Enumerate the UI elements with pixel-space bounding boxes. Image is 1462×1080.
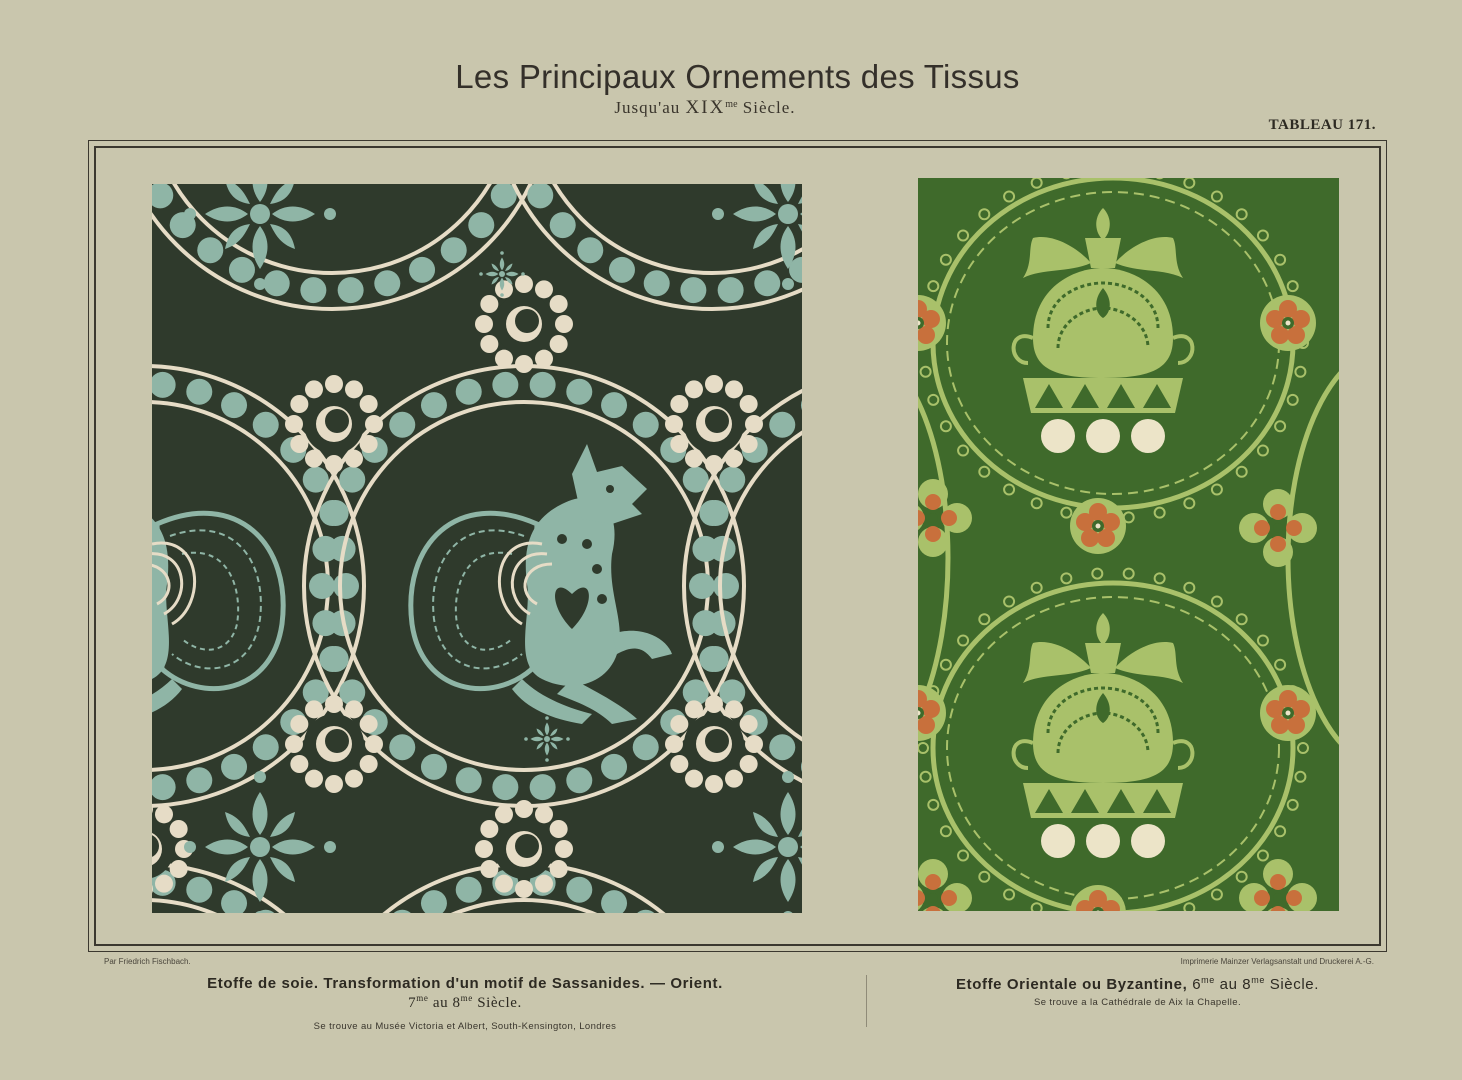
vine-scallop <box>1184 583 1194 593</box>
vine-scallop <box>1032 903 1042 911</box>
pearl <box>309 573 335 599</box>
fleuron-ornament <box>184 184 336 290</box>
pearl <box>389 412 415 438</box>
pearl <box>689 573 715 599</box>
flower-rosette <box>918 295 946 351</box>
pearl <box>221 392 247 418</box>
rosette-pearl <box>480 860 498 878</box>
subtitle-suffix: Siècle. <box>742 98 796 117</box>
pearl <box>312 610 338 636</box>
right-caption-prefix: Etoffe Orientale ou Byzantine, <box>956 976 1188 993</box>
rosette-pearl <box>360 435 378 453</box>
vine-scallop <box>928 395 938 405</box>
vine-scallop <box>1004 485 1014 495</box>
vine-scallop <box>1288 281 1298 291</box>
rosette-pearl <box>515 355 533 373</box>
pearl <box>530 774 556 800</box>
pearl <box>229 257 255 283</box>
pearl-rosette <box>475 275 573 373</box>
left-date-mid: au <box>432 995 449 1011</box>
pearl <box>456 379 482 405</box>
rosette-pearl <box>345 380 363 398</box>
pearl-rosette <box>475 800 573 898</box>
pearl <box>456 767 482 793</box>
crescent-center <box>494 294 554 354</box>
pearl <box>566 767 592 793</box>
rosette-pearl <box>705 695 723 713</box>
rosette-pearl <box>725 380 743 398</box>
author-credit: Par Friedrich Fischbach. <box>104 957 191 966</box>
vine-scallop <box>941 255 951 265</box>
pearl <box>389 734 415 760</box>
vine-scallop <box>958 850 968 860</box>
rosette-pearl <box>685 700 703 718</box>
pearl <box>566 877 592 903</box>
rosette-pearl <box>285 735 303 753</box>
vine-scallop <box>1237 614 1247 624</box>
pearl <box>566 379 592 405</box>
rosette-pearl <box>725 700 743 718</box>
pearl <box>601 392 627 418</box>
quatrefoil-flower <box>1239 859 1317 911</box>
rosette-pearl <box>740 435 758 453</box>
vine-scallop <box>1295 367 1305 377</box>
subtitle-prefix: Jusqu'au <box>614 98 681 117</box>
pearl <box>253 412 279 438</box>
rosette-pearl <box>725 770 743 788</box>
rosette-pearl <box>745 415 763 433</box>
vine-scallop <box>1184 903 1194 911</box>
rosette-pearl <box>475 840 493 858</box>
right-date-from: 6 <box>1192 976 1202 993</box>
pearl <box>152 372 176 398</box>
rosette-pearl <box>345 450 363 468</box>
vine-scallop <box>918 743 928 753</box>
pearl <box>312 536 338 562</box>
vine-scallop <box>1061 573 1071 583</box>
flower-rosette <box>1070 885 1126 911</box>
rosette-pearl <box>550 820 568 838</box>
vine-scallop <box>1124 569 1134 579</box>
pearl <box>703 500 729 526</box>
vine-scallop <box>1258 850 1268 860</box>
rosette-pearl <box>495 350 513 368</box>
sassanid-silk-illustration <box>152 184 802 913</box>
rosette-pearl <box>305 770 323 788</box>
pearl <box>633 412 659 438</box>
rosette-pearl <box>665 735 683 753</box>
rosette-pearl <box>290 715 308 733</box>
rosette-pearl <box>170 860 188 878</box>
rosette-pearl <box>535 350 553 368</box>
rosette-pearl <box>705 455 723 473</box>
pearl <box>333 573 359 599</box>
right-date-to: 8 <box>1242 976 1252 993</box>
tableau-number: TABLEAU 171. <box>1268 117 1376 133</box>
vine-scallop <box>1258 636 1268 646</box>
pearl <box>468 212 494 238</box>
left-caption-date <box>120 993 810 1012</box>
plate-title: Les Principaux Ornements des Tissus <box>455 58 1020 95</box>
pearl <box>769 734 795 760</box>
plate-subtitle <box>0 97 1410 119</box>
pearl <box>633 910 659 913</box>
rosette-pearl <box>670 435 688 453</box>
rosette-pearl <box>535 280 553 298</box>
vine-scallop <box>1275 660 1285 670</box>
vine-scallop <box>1275 826 1285 836</box>
sassanid-silk-pattern <box>152 184 802 913</box>
flower-rosette <box>1070 498 1126 554</box>
crescent-center <box>304 714 364 774</box>
rosette-pearl <box>365 415 383 433</box>
pomegranate-palmette <box>1014 208 1193 453</box>
flower-rosette <box>1260 295 1316 351</box>
pearl <box>527 184 553 208</box>
pearl <box>601 890 627 913</box>
pearl <box>601 754 627 780</box>
vine-scallop <box>928 281 938 291</box>
left-date-from-sup: me <box>416 993 429 1003</box>
rosette-pearl <box>290 395 308 413</box>
vine-scallop <box>1212 191 1222 201</box>
rosette-pearl <box>345 770 363 788</box>
pearl <box>374 270 400 296</box>
rosette-pearl <box>480 820 498 838</box>
crescent-center <box>684 714 744 774</box>
rosette-pearl <box>550 335 568 353</box>
printer-credit: Imprimerie Mainzer Verlagsanstalt und Druckerei A.-G. <box>1180 957 1374 966</box>
rosette-pearl <box>740 715 758 733</box>
right-date-mid: au <box>1219 976 1238 993</box>
flower-rosette <box>1260 685 1316 741</box>
rosette-pearl <box>360 395 378 413</box>
vine-scallop <box>921 772 931 782</box>
rosette-pearl <box>152 800 153 818</box>
vine-scallop <box>958 231 968 241</box>
rosette-pearl <box>325 455 343 473</box>
vine-scallop <box>979 872 989 882</box>
vine-scallop <box>1295 772 1305 782</box>
pearl <box>769 412 795 438</box>
vine-scallop <box>1237 872 1247 882</box>
pearl <box>338 277 364 303</box>
right-caption <box>900 975 1375 1008</box>
pearl <box>456 877 482 903</box>
pearl <box>550 212 576 238</box>
vine-scallop <box>1032 583 1042 593</box>
winged-beast <box>152 444 283 724</box>
vine-scallop <box>928 800 938 810</box>
rosette-pearl <box>705 775 723 793</box>
vine-scallop <box>958 636 968 646</box>
vine-scallop <box>1237 467 1247 477</box>
rosette-pearl <box>740 755 758 773</box>
pearl <box>692 610 718 636</box>
pearl <box>264 270 290 296</box>
pearl <box>186 877 212 903</box>
pearl <box>609 257 635 283</box>
rosette-pearl <box>740 395 758 413</box>
rosette-pearl <box>685 380 703 398</box>
pearl <box>754 270 780 296</box>
rosette-pearl <box>555 840 573 858</box>
winged-beast <box>411 444 672 724</box>
vine-scallop <box>1212 485 1222 495</box>
vine-scallop <box>1155 573 1165 583</box>
rosette-pearl <box>670 395 688 413</box>
pearl <box>719 467 745 493</box>
rosette-pearl <box>305 450 323 468</box>
pearl <box>703 646 729 672</box>
pearl <box>197 237 223 263</box>
subtitle-century-sup: me <box>725 99 738 110</box>
vine-scallop <box>1298 743 1308 753</box>
rosette-pearl <box>305 380 323 398</box>
quatrefoil-flower <box>918 479 972 557</box>
pearl <box>492 372 518 398</box>
pearl <box>389 910 415 913</box>
pearl <box>644 270 670 296</box>
rosette-pearl <box>495 875 513 893</box>
pearl <box>152 184 173 208</box>
pearl <box>680 277 706 303</box>
rosette-pearl <box>345 700 363 718</box>
rosette-pearl <box>360 715 378 733</box>
pearl <box>421 392 447 418</box>
rosette-pearl <box>535 875 553 893</box>
rosette-pearl <box>665 415 683 433</box>
vine-scallop <box>1184 178 1194 188</box>
vine-scallop <box>1004 191 1014 201</box>
rosette-pearl <box>555 315 573 333</box>
vine-scallop <box>1212 890 1222 900</box>
pearl <box>801 754 802 780</box>
rosette-pearl <box>360 755 378 773</box>
pearl <box>492 774 518 800</box>
pearl <box>692 536 718 562</box>
vine-scallop <box>1288 800 1298 810</box>
pearl-rosette <box>285 695 383 793</box>
rosette-pearl <box>670 755 688 773</box>
vine-scallop <box>1184 498 1194 508</box>
vine-scallop <box>979 467 989 477</box>
vine-scallop <box>979 614 989 624</box>
rosette-pearl <box>550 860 568 878</box>
left-date-suffix: Siècle. <box>477 995 522 1011</box>
vine-scallop <box>1275 421 1285 431</box>
roundel <box>152 184 552 309</box>
subtitle-century: XIX <box>685 97 726 118</box>
vine-scallop <box>1032 178 1042 188</box>
pearl <box>801 392 802 418</box>
pomegranate-palmette <box>1014 613 1193 858</box>
rosette-pearl <box>480 335 498 353</box>
pearl <box>186 379 212 405</box>
pearl <box>221 890 247 913</box>
pearl <box>253 734 279 760</box>
right-date-to-sup: me <box>1251 975 1265 985</box>
pearl <box>491 184 517 208</box>
vine-scallop <box>979 209 989 219</box>
pearl <box>152 774 176 800</box>
pearl <box>421 890 447 913</box>
rosette-pearl <box>685 770 703 788</box>
quatrefoil-flower <box>1239 489 1317 567</box>
vine-scallop <box>1092 569 1102 579</box>
pearl <box>339 467 365 493</box>
pearl-rosette <box>665 695 763 793</box>
quatrefoil-flower <box>918 859 972 911</box>
pearl <box>409 257 435 283</box>
rosette-pearl <box>745 735 763 753</box>
left-date-to-sup: me <box>460 993 473 1003</box>
left-caption <box>120 975 810 1032</box>
rosette-pearl <box>170 820 188 838</box>
right-caption-location: Se trouve a la Cathédrale de Aix la Chapelle. <box>1033 997 1242 1008</box>
right-caption-title <box>900 975 1375 993</box>
pearl <box>441 237 467 263</box>
pearl <box>186 767 212 793</box>
left-caption-location: Se trouve au Musée Victoria et Albert, South-Kensington, Londres <box>313 1021 617 1032</box>
caption-divider <box>866 975 867 1027</box>
left-date-from: 7 <box>408 995 417 1011</box>
vine-scallop <box>1258 231 1268 241</box>
pearl <box>221 754 247 780</box>
rosette-pearl <box>515 800 533 818</box>
rosette-pearl <box>155 805 173 823</box>
crescent-center <box>684 394 744 454</box>
rosette-pearl <box>670 715 688 733</box>
vine-scallop <box>1237 209 1247 219</box>
rosette-pearl <box>515 880 533 898</box>
vine-scallop <box>1004 890 1014 900</box>
pearl <box>577 237 603 263</box>
vine-scallop <box>1288 395 1298 405</box>
rosette-pearl <box>155 875 173 893</box>
vine-scallop <box>1155 508 1165 518</box>
vine-scallop <box>941 826 951 836</box>
vine-scallop <box>941 660 951 670</box>
rosette-pearl <box>495 805 513 823</box>
rosette-pearl <box>305 700 323 718</box>
rosette-pearl <box>325 695 343 713</box>
pearl <box>718 277 744 303</box>
rosette-pearl <box>290 435 308 453</box>
vine-scallop <box>1275 255 1285 265</box>
crescent-center <box>304 394 364 454</box>
pearl <box>530 372 556 398</box>
vine-scallop <box>1032 498 1042 508</box>
rosette-pearl <box>475 315 493 333</box>
left-caption-title: Etoffe de soie. Transformation d'un motif de Sassanides. — Orient. <box>207 975 723 992</box>
vine-scallop <box>958 445 968 455</box>
vine-scallop <box>941 421 951 431</box>
vine-scallop <box>1258 445 1268 455</box>
small-flower-ornament <box>524 716 570 762</box>
rosette-pearl <box>685 450 703 468</box>
byzantine-silk-pattern <box>918 178 1339 911</box>
pearl <box>713 573 739 599</box>
rosette-pearl <box>705 375 723 393</box>
vine-scallop <box>1061 508 1071 518</box>
pearl <box>323 500 349 526</box>
rosette-pearl <box>535 805 553 823</box>
vine-scallop <box>1004 596 1014 606</box>
right-date-from-sup: me <box>1201 975 1215 985</box>
pearl <box>421 754 447 780</box>
byzantine-silk-illustration <box>918 178 1339 911</box>
rosette-pearl <box>290 755 308 773</box>
rosette-pearl <box>725 450 743 468</box>
rosette-pearl <box>285 415 303 433</box>
rosette-pearl <box>325 775 343 793</box>
pearl <box>300 277 326 303</box>
vine-scallop <box>921 367 931 377</box>
rosette-pearl <box>365 735 383 753</box>
rosette-pearl <box>325 375 343 393</box>
right-date-suffix: Siècle. <box>1269 976 1319 993</box>
fleuron-ornament <box>712 771 802 913</box>
rosette-pearl <box>550 295 568 313</box>
crescent-center <box>494 819 554 879</box>
rosette-pearl <box>515 275 533 293</box>
vine-scallop <box>1212 596 1222 606</box>
pearl <box>633 734 659 760</box>
pearl <box>323 646 349 672</box>
left-date-to: 8 <box>452 995 461 1011</box>
rosette-pearl <box>480 295 498 313</box>
